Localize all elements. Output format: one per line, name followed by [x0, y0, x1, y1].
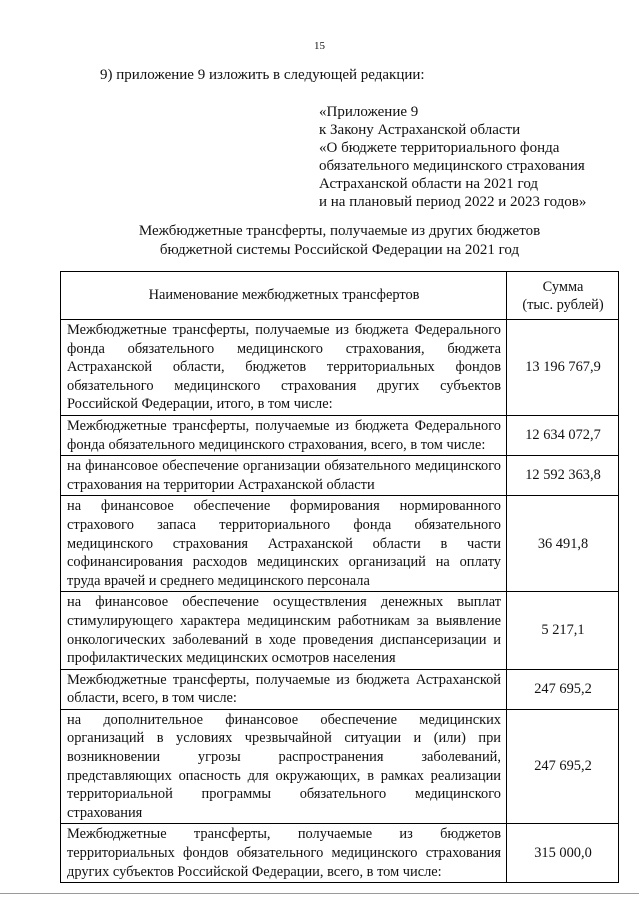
- row-name: на финансовое обеспечение организации обязательного медицинского страхования на территории Астраханской области: [61, 456, 507, 496]
- column-header-sum-unit: (тыс. рублей): [522, 296, 604, 313]
- table-row: [61, 709, 619, 824]
- table-header-row: [61, 272, 619, 320]
- page-number: 15: [314, 40, 325, 52]
- appendix-line: «О бюджете территориального фонда: [319, 140, 560, 156]
- appendix-line: к Закону Астраханской области: [319, 122, 521, 138]
- appendix-line: «Приложение 9: [319, 104, 419, 120]
- column-header-sum: [507, 272, 619, 320]
- row-name: Межбюджетные трансферты, получаемые из бюджета Астраханской области, всего, в том числе:: [61, 669, 507, 709]
- row-name: Межбюджетные трансферты, получаемые из бюджета Федерального фонда обязательного медицинского страхования, всего, в том числе:: [61, 415, 507, 455]
- appendix-line: и на плановый период 2022 и 2023 годов»: [319, 194, 587, 210]
- row-sum: 247 695,2: [507, 709, 619, 824]
- table-row: [61, 669, 619, 709]
- table-row: [61, 592, 619, 669]
- column-header-sum-label: Сумма: [542, 278, 584, 295]
- table-row: [61, 320, 619, 416]
- column-header-name: Наименование межбюджетных трансфертов: [61, 272, 507, 320]
- page-bottom-divider: [0, 893, 639, 894]
- row-name: на дополнительное финансовое обеспечение медицинских организаций в условиях чрезвычайной ситуации и (или) при возникновении угрозы распространения заболеваний, представляющих опасность для окружающих, в рамках реализации территориальной программы обязательного медицинского страхования: [61, 709, 507, 824]
- row-sum: 36 491,8: [507, 496, 619, 592]
- row-name: Межбюджетные трансферты, получаемые из бюджетов территориальных фондов обязательного медицинского страхования других субъектов Российской Федерации, всего, в том числе:: [61, 824, 507, 883]
- row-sum: 13 196 767,9: [507, 320, 619, 416]
- table-row: [61, 456, 619, 496]
- row-name: Межбюджетные трансферты, получаемые из бюджета Федерального фонда обязательного медицинского страхования, бюджета Астраханской области, бюджетов территориальных фондов обязательного медицинского страхования других субъектов Российской Федерации, итого, в том числе:: [61, 320, 507, 416]
- row-sum: 12 634 072,7: [507, 415, 619, 455]
- appendix-line: обязательного медицинского страхования: [319, 158, 585, 174]
- table-title: [60, 222, 619, 260]
- table-title-line: бюджетной системы Российской Федерации на 2021 год: [159, 242, 520, 258]
- row-sum: 247 695,2: [507, 669, 619, 709]
- table-row: [61, 415, 619, 455]
- row-name: на финансовое обеспечение осуществления денежных выплат стимулирующего характера медицинским работникам за выявление онкологических заболеваний в ходе проведения диспансеризации и профилактических медицинских осмотров населения: [61, 592, 507, 669]
- row-sum: 315 000,0: [507, 824, 619, 883]
- appendix-line: Астраханской области на 2021 год: [319, 176, 539, 192]
- appendix-header: [319, 103, 586, 211]
- row-sum: 12 592 363,8: [507, 456, 619, 496]
- table-title-line: Межбюджетные трансферты, получаемые из других бюджетов: [138, 223, 541, 239]
- row-name: на финансовое обеспечение формирования нормированного страхового запаса территориального фонда обязательного медицинского страхования Астраханской области в части софинансирования расходов медицинских организаций на оплату труда врачей и среднего медицинского персонала: [61, 496, 507, 592]
- table-row: [61, 496, 619, 592]
- table-row: [61, 824, 619, 883]
- transfers-table: [60, 271, 619, 883]
- intro-paragraph: 9) приложение 9 изложить в следующей редакции:: [100, 67, 425, 83]
- row-sum: 5 217,1: [507, 592, 619, 669]
